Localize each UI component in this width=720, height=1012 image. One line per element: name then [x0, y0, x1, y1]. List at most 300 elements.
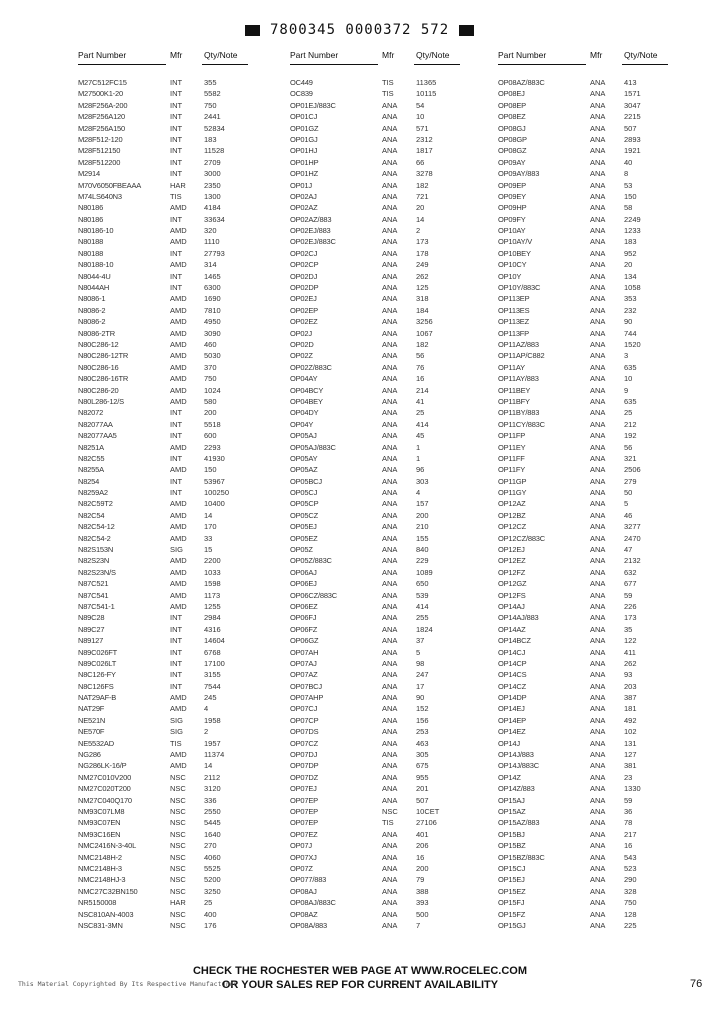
- manufacturer: ANA: [382, 112, 398, 122]
- manufacturer: ANA: [590, 248, 606, 258]
- manufacturer: ANA: [590, 294, 606, 304]
- manufacturer: NSC: [170, 875, 186, 885]
- manufacturer: ANA: [590, 772, 606, 782]
- manufacturer: ANA: [382, 157, 398, 167]
- quantity: 90: [416, 693, 425, 703]
- manufacturer: ANA: [590, 180, 606, 190]
- part-number: OP07EZ: [290, 829, 318, 839]
- table-row: [290, 579, 495, 589]
- part-number: OP06FJ: [290, 613, 317, 623]
- part-number: OP15FZ: [498, 909, 526, 919]
- manufacturer: ANA: [382, 169, 398, 179]
- parts-column-1: [78, 48, 283, 930]
- manufacturer: ANA: [590, 829, 606, 839]
- manufacturer: ANA: [590, 898, 606, 908]
- quantity: 2709: [204, 157, 221, 167]
- table-row: [498, 89, 703, 99]
- manufacturer: ANA: [382, 670, 398, 680]
- part-number: OP09AY/883: [498, 169, 540, 179]
- manufacturer: ANA: [382, 681, 398, 691]
- part-number: OP15BZ/883C: [498, 852, 545, 862]
- part-number: N8251A: [78, 442, 104, 452]
- manufacturer: ANA: [590, 351, 606, 361]
- part-number: OP12GZ: [498, 579, 527, 589]
- quantity: 4060: [204, 852, 221, 862]
- quantity: 401: [416, 829, 429, 839]
- part-number: OP12EJ: [498, 545, 525, 555]
- part-number: M27500K1-20: [78, 89, 123, 99]
- quantity: 2: [204, 727, 209, 737]
- quantity: 4950: [204, 317, 221, 327]
- part-number: OP15AJ: [498, 795, 525, 805]
- table-row: [78, 181, 283, 191]
- quantity: 1958: [204, 715, 221, 725]
- manufacturer: ANA: [382, 829, 398, 839]
- quantity: 3277: [624, 522, 641, 532]
- part-number: N82C54-2: [78, 533, 111, 543]
- manufacturer: ANA: [382, 180, 398, 190]
- quantity: 59: [624, 590, 633, 600]
- part-number: OP02AJ: [290, 191, 317, 201]
- quantity: 523: [624, 863, 637, 873]
- table-row: [290, 613, 495, 623]
- table-row: [290, 591, 495, 601]
- table-row: [78, 351, 283, 361]
- manufacturer: ANA: [590, 852, 606, 862]
- manufacturer: ANA: [382, 226, 398, 236]
- table-row: [78, 101, 283, 111]
- part-number: OP02Z/883C: [290, 362, 332, 372]
- quantity: 255: [416, 613, 429, 623]
- part-number: N8259A2: [78, 488, 108, 498]
- manufacturer: TIS: [382, 89, 394, 99]
- part-number: OP11BY/883: [498, 408, 540, 418]
- barcode-block-left: [245, 25, 260, 36]
- quantity: 5582: [204, 89, 221, 99]
- manufacturer: ANA: [590, 396, 606, 406]
- quantity: 840: [416, 545, 429, 555]
- quantity: 52834: [204, 123, 225, 133]
- manufacturer: ANA: [382, 396, 398, 406]
- part-number: OP05Z/883C: [290, 556, 332, 566]
- manufacturer: AMD: [170, 396, 187, 406]
- quantity: 210: [416, 522, 429, 532]
- part-number: N87C541-1: [78, 601, 115, 611]
- table-row: [498, 591, 703, 601]
- table-row: [78, 556, 283, 566]
- quantity: 2550: [204, 807, 221, 816]
- manufacturer: INT: [170, 89, 183, 99]
- manufacturer: INT: [170, 78, 183, 87]
- quantity: 2506: [624, 465, 641, 475]
- manufacturer: ANA: [590, 271, 606, 281]
- manufacturer: SIG: [170, 727, 183, 737]
- manufacturer: INT: [170, 248, 183, 258]
- quantity: 2470: [624, 533, 641, 543]
- table-row: [498, 181, 703, 191]
- part-number: OP05CP: [290, 499, 319, 509]
- part-number: NE521N: [78, 715, 106, 725]
- quantity: 16: [624, 841, 633, 851]
- part-number: OP02AZ/883: [290, 214, 332, 224]
- quantity: 5525: [204, 863, 221, 873]
- footer-line-2: OR YOUR SALES REP FOR CURRENT AVAILABILITY: [221, 979, 499, 991]
- table-row: [290, 181, 495, 191]
- table-row: [290, 226, 495, 236]
- part-number: N8C126-FY: [78, 670, 116, 680]
- manufacturer: AMD: [170, 294, 187, 304]
- quantity: 59: [624, 795, 633, 805]
- quantity: 650: [416, 579, 429, 589]
- manufacturer: ANA: [382, 431, 398, 441]
- table-row: [78, 853, 283, 863]
- quantity: 6300: [204, 283, 221, 293]
- quantity: 11528: [204, 146, 225, 156]
- manufacturer: ANA: [590, 408, 606, 418]
- table-row: [498, 488, 703, 498]
- quantity: 1957: [204, 738, 221, 748]
- manufacturer: ANA: [382, 385, 398, 395]
- quantity: 303: [416, 476, 429, 486]
- table-row: [78, 568, 283, 578]
- manufacturer: AMD: [170, 590, 187, 600]
- manufacturer: ANA: [590, 123, 606, 133]
- table-row: [78, 386, 283, 396]
- quantity: 2312: [416, 134, 433, 144]
- table-row: [290, 488, 495, 498]
- manufacturer: ANA: [382, 704, 398, 714]
- quantity: 4: [416, 488, 421, 498]
- manufacturer: ANA: [382, 339, 398, 349]
- manufacturer: ANA: [590, 579, 606, 589]
- quantity: 183: [624, 237, 637, 247]
- table-row: [498, 556, 703, 566]
- part-number: N82S153N: [78, 545, 114, 555]
- quantity: 336: [204, 795, 217, 805]
- part-number: OP14J: [498, 738, 520, 748]
- table-row: [290, 203, 495, 213]
- manufacturer: ANA: [590, 328, 606, 338]
- document-code: [245, 22, 474, 38]
- part-number: OP15GJ: [498, 920, 526, 930]
- manufacturer: ANA: [590, 214, 606, 224]
- part-number: M28F512150: [78, 146, 121, 156]
- part-number: OP06CZ/883C: [290, 590, 337, 600]
- table-row: [498, 146, 703, 156]
- part-number: OP07AJ: [290, 658, 317, 668]
- manufacturer: INT: [170, 453, 183, 463]
- manufacturer: INT: [170, 271, 183, 281]
- table-row: [290, 351, 495, 361]
- table-row: [290, 317, 495, 327]
- part-number: OP07DZ: [290, 772, 318, 782]
- table-row: [498, 135, 703, 145]
- part-number: OP02DP: [290, 283, 319, 293]
- quantity: 1465: [204, 271, 221, 281]
- part-number: OP07AZ: [290, 670, 318, 680]
- manufacturer: ANA: [590, 613, 606, 623]
- table-row: [290, 386, 495, 396]
- table-row: [498, 739, 703, 749]
- manufacturer: ANA: [590, 499, 606, 509]
- table-row: [78, 910, 283, 920]
- table-row: [78, 306, 283, 316]
- part-number: NM93C16EN: [78, 829, 121, 839]
- manufacturer: ANA: [590, 567, 606, 577]
- part-number: OP14BCZ: [498, 636, 531, 646]
- header-mfr: Mfr: [170, 50, 183, 60]
- quantity: 249: [416, 260, 429, 270]
- table-row: [498, 465, 703, 475]
- quantity: 36: [624, 807, 633, 816]
- quantity: 40: [624, 157, 633, 167]
- part-number: OC839: [290, 89, 313, 99]
- manufacturer: ANA: [382, 715, 398, 725]
- table-row: [290, 112, 495, 122]
- table-row: [498, 454, 703, 464]
- table-row: [78, 454, 283, 464]
- table-row: [498, 761, 703, 771]
- manufacturer: ANA: [382, 522, 398, 532]
- table-row: [78, 192, 283, 202]
- manufacturer: ANA: [382, 294, 398, 304]
- manufacturer: ANA: [590, 203, 606, 213]
- manufacturer: INT: [170, 624, 183, 634]
- manufacturer: ANA: [382, 453, 398, 463]
- part-number: OP07AH: [290, 647, 319, 657]
- quantity: 1: [416, 453, 421, 463]
- table-row: [78, 249, 283, 259]
- manufacturer: INT: [170, 157, 183, 167]
- part-number: M70V6050FBEAAA: [78, 180, 142, 190]
- quantity: 500: [416, 909, 429, 919]
- part-number: N8086-2: [78, 305, 106, 315]
- quantity: 27106: [416, 818, 437, 828]
- part-number: NE570F: [78, 727, 105, 737]
- part-number: OP06EJ: [290, 579, 317, 589]
- table-row: [498, 158, 703, 168]
- table-row: [498, 875, 703, 885]
- manufacturer: TIS: [170, 191, 182, 201]
- part-number: N80186: [78, 203, 104, 213]
- column-header: [498, 48, 703, 70]
- quantity: 16: [416, 852, 425, 862]
- quantity: 56: [624, 442, 633, 452]
- manufacturer: ANA: [382, 123, 398, 133]
- table-row: [78, 579, 283, 589]
- manufacturer: ANA: [590, 624, 606, 634]
- table-row: [290, 750, 495, 760]
- quantity: 3: [624, 351, 629, 361]
- table-row: [78, 636, 283, 646]
- table-row: [290, 397, 495, 407]
- quantity: 10400: [204, 499, 225, 509]
- table-row: [498, 807, 703, 817]
- table-row: [290, 682, 495, 692]
- table-row: [290, 545, 495, 555]
- table-row: [498, 910, 703, 920]
- part-number: M28F256A150: [78, 123, 126, 133]
- table-row: [290, 625, 495, 635]
- quantity: 3155: [204, 670, 221, 680]
- manufacturer: AMD: [170, 237, 187, 247]
- manufacturer: ANA: [590, 317, 606, 327]
- table-row: [290, 158, 495, 168]
- manufacturer: INT: [170, 658, 183, 668]
- manufacturer: AMD: [170, 693, 187, 703]
- manufacturer: ANA: [382, 271, 398, 281]
- table-row: [290, 568, 495, 578]
- manufacturer: ANA: [590, 795, 606, 805]
- table-row: [498, 226, 703, 236]
- quantity: 1330: [624, 784, 641, 794]
- table-row: [290, 146, 495, 156]
- part-number: OP01HP: [290, 157, 319, 167]
- quantity: 507: [624, 123, 637, 133]
- table-row: [498, 921, 703, 931]
- table-row: [498, 237, 703, 247]
- quantity: 54: [416, 100, 425, 110]
- part-number: OP12AZ: [498, 499, 526, 509]
- part-number: OP06GZ: [290, 636, 319, 646]
- part-number: OP12FS: [498, 590, 526, 600]
- part-number: N89127: [78, 636, 104, 646]
- part-number: N89C27: [78, 624, 105, 634]
- quantity: 7810: [204, 305, 221, 315]
- quantity: 3047: [624, 100, 641, 110]
- quantity: 600: [204, 431, 217, 441]
- manufacturer: NSC: [170, 784, 186, 794]
- manufacturer: ANA: [590, 419, 606, 429]
- header-underline: [622, 64, 668, 65]
- manufacturer: AMD: [170, 339, 187, 349]
- part-number: OP12CZ/883C: [498, 533, 545, 543]
- quantity: 388: [416, 886, 429, 896]
- table-row: [290, 727, 495, 737]
- part-number: OC449: [290, 78, 313, 87]
- part-number: N82077AA: [78, 419, 113, 429]
- part-number: OP12CZ: [498, 522, 526, 532]
- parts-column-2: [290, 48, 495, 930]
- quantity: 25: [624, 408, 633, 418]
- table-row: [498, 78, 703, 88]
- quantity: 580: [204, 396, 217, 406]
- part-number: OP113EZ: [498, 317, 529, 327]
- part-number: M28F512-120: [78, 134, 123, 144]
- manufacturer: ANA: [590, 727, 606, 737]
- part-number: NMC2416N-3-40L: [78, 841, 137, 851]
- manufacturer: ANA: [590, 510, 606, 520]
- table-row: [498, 249, 703, 259]
- quantity: 25: [204, 898, 213, 908]
- part-number: N82S23N: [78, 556, 110, 566]
- part-number: OP08AJ/883C: [290, 898, 336, 908]
- part-number: OP07CJ: [290, 704, 318, 714]
- part-number: OP11FF: [498, 453, 525, 463]
- quantity: 381: [624, 761, 637, 771]
- table-row: [290, 864, 495, 874]
- table-row: [498, 124, 703, 134]
- part-number: OP07XJ: [290, 852, 317, 862]
- table-row: [290, 511, 495, 521]
- manufacturer: ANA: [590, 442, 606, 452]
- manufacturer: INT: [170, 476, 183, 486]
- quantity: 7544: [204, 681, 221, 691]
- manufacturer: ANA: [590, 157, 606, 167]
- table-row: [498, 534, 703, 544]
- quantity: 1058: [624, 283, 641, 293]
- header-mfr: Mfr: [382, 50, 395, 60]
- table-row: [78, 545, 283, 555]
- part-number: OP10AY: [498, 226, 526, 236]
- manufacturer: INT: [170, 613, 183, 623]
- table-row: [290, 898, 495, 908]
- quantity: 100250: [204, 488, 230, 498]
- part-number: OP14AZ: [498, 624, 526, 634]
- manufacturer: ANA: [382, 738, 398, 748]
- table-row: [78, 340, 283, 350]
- table-row: [498, 864, 703, 874]
- part-number: OP02EZ: [290, 317, 318, 327]
- manufacturer: ANA: [382, 499, 398, 509]
- table-row: [498, 192, 703, 202]
- quantity: 66: [416, 157, 425, 167]
- quantity: 98: [416, 658, 425, 668]
- quantity: 56: [416, 351, 425, 361]
- part-number: OP11BFY: [498, 396, 530, 406]
- table-row: [498, 887, 703, 897]
- part-number: OP14CZ: [498, 681, 526, 691]
- part-number: OP05Z: [290, 545, 313, 555]
- manufacturer: AMD: [170, 601, 187, 611]
- manufacturer: AMD: [170, 522, 187, 532]
- quantity: 290: [624, 875, 637, 885]
- manufacturer: ANA: [382, 191, 398, 201]
- part-number: M28F512200: [78, 157, 121, 167]
- manufacturer: AMD: [170, 362, 187, 372]
- part-number: OP05CZ: [290, 510, 318, 520]
- part-number: OP02EJ/883C: [290, 237, 336, 247]
- table-row: [78, 727, 283, 737]
- manufacturer: SIG: [170, 715, 183, 725]
- table-row: [78, 704, 283, 714]
- table-row: [498, 272, 703, 282]
- table-row: [498, 545, 703, 555]
- part-number: OP15FJ: [498, 898, 525, 908]
- manufacturer: ANA: [382, 647, 398, 657]
- table-row: [498, 727, 703, 737]
- quantity: 413: [624, 78, 637, 87]
- table-row: [78, 773, 283, 783]
- quantity: 492: [624, 715, 637, 725]
- table-row: [78, 135, 283, 145]
- manufacturer: ANA: [590, 750, 606, 760]
- manufacturer: ANA: [590, 78, 606, 87]
- quantity: 41: [416, 396, 425, 406]
- part-number: N82C54: [78, 510, 105, 520]
- part-number: N80C286-12TR: [78, 351, 129, 361]
- column-header: [290, 48, 495, 70]
- manufacturer: ANA: [382, 601, 398, 611]
- table-row: [78, 203, 283, 213]
- manufacturer: ANA: [382, 374, 398, 384]
- part-number: OP01HZ: [290, 169, 318, 179]
- manufacturer: INT: [170, 408, 183, 418]
- table-row: [78, 522, 283, 532]
- part-number: N8254: [78, 476, 100, 486]
- table-row: [498, 306, 703, 316]
- table-row: [290, 477, 495, 487]
